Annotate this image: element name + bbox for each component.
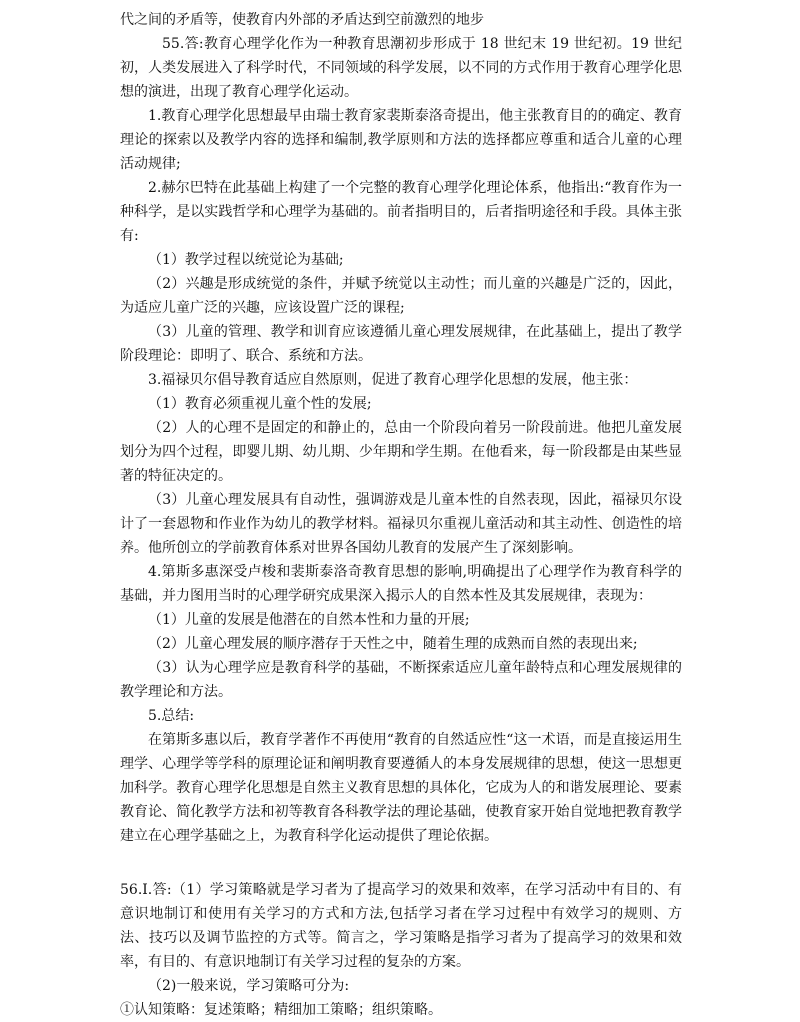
paragraph: （3）认为心理学应是教育科学的基础，不断探索适应儿童年龄特点和心理发展规律的教学理论和方法。 — [120, 660, 682, 700]
paragraph: （1）教育必须重视儿童个性的发展; — [148, 396, 372, 412]
paragraph: （3）儿童的管理、教学和训育应该遵循儿童心理发展规律，在此基础上，提出了教学阶段理论：即明了、联合、系统和方法。 — [120, 324, 682, 364]
paragraph: 4.第斯多惠深受卢梭和裴斯泰洛奇教育思想的影响,明确提出了心理学作为教育科学的基础，并力图用当时的心理学研究成果深入揭示人的自然本性及其发展规律，表现为： — [120, 564, 682, 604]
paragraph: （1）教学过程以统觉论为基础; — [148, 252, 344, 268]
paragraph: 1.教育心理学化思想最早由瑞士教育家裴斯泰洛奇提出，他主张教育目的的确定、教育理论的探索以及教学内容的选择和编制,教学原则和方法的选择都应尊重和适合儿童的心理活动规律; — [120, 108, 682, 172]
paragraph: （2）人的心理不是固定的和静止的，总由一个阶段向着另一阶段前进。他把儿童发展划分为四个过程，即婴儿期、幼儿期、少年期和学生期。在他看来，每一阶段都是由某些显著的特征决定的。 — [120, 420, 682, 484]
answer-56-block — [120, 878, 682, 1022]
paragraph: （2）儿童心理发展的顺序潜存于天性之中，随着生理的成熟而自然的表现出来; — [148, 636, 638, 652]
paragraph: 2.赫尔巴特在此基础上构建了一个完整的教育心理学化理论体系，他指出:“教育作为一种科学，是以实践哲学和心理学为基础的。前者指明目的，后者指明途径和手段。具体主张有: — [120, 180, 682, 244]
paragraph: 3.福禄贝尔倡导教育适应自然原则，促进了教育心理学化思想的发展，他主张： — [148, 372, 638, 388]
answer-55-block — [120, 8, 682, 848]
paragraph: （2)一般来说，学习策略可分为: — [148, 978, 350, 994]
paragraph: （3）儿童心理发展具有自动性，强调游戏是儿童本性的自然表现，因此，福禄贝尔设计了一套恩物和作业作为幼儿的教学材料。福禄贝尔重视儿童活动和其主动性、创造性的培养。他所创立的学前教育体系对世界各国幼儿教育的发展产生了深刻影响。 — [120, 492, 682, 556]
section-gap — [120, 848, 682, 878]
paragraph: 56.I.答:（1）学习策略就是学习者为了提高学习的效果和效率，在学习活动中有目的、有意识地制订和使用有关学习的方式和方法,包括学习者在学习过程中有效学习的规则、方法、技巧以及调节监控的方式等。简言之，学习策略是指学习者为了提高学习的效果和效率，有目的、有意识地制订有关学习过程的复杂的方案。 — [120, 882, 682, 970]
paragraph: 5.总结: — [148, 708, 195, 724]
paragraph: 代之间的矛盾等，使教育内外部的矛盾达到空前激烈的地步 — [120, 12, 484, 28]
paragraph: （1）儿童的发展是他潜在的自然本性和力量的开展; — [148, 612, 470, 628]
document-page — [120, 8, 682, 1022]
paragraph: （2）兴趣是形成统觉的条件，并赋予统觉以主动性；而儿童的兴趣是广泛的，因此，为适应儿童广泛的兴趣，应该设置广泛的课程; — [120, 276, 682, 316]
paragraph: ①认知策略：复述策略；精细加工策略；组织策略。 — [120, 1002, 442, 1018]
paragraph: 55.答:教育心理学化作为一种教育思潮初步形成于 18 世纪末 19 世纪初。19 世纪初，人类发展进入了科学时代，不同领域的科学发展，以不同的方式作用于教育心理学化思想的演进，出现了教育心理学化运动。 — [120, 36, 682, 100]
paragraph: 在第斯多惠以后，教育学著作不再使用“教育的自然适应性“这一术语，而是直接运用生理学、心理学等学科的原理论证和阐明教育要遵循人的本身发展规律的思想，使这一思想更加科学。教育心理学化思想是自然主义教育思想的具体化，它成为人的和谐发展理论、要素教育论、简化教学方法和初等教育各科教学法的理论基础，使教育家开始自觉地把教育教学建立在心理学基础之上，为教育科学化运动提供了理论依据。 — [120, 732, 682, 844]
